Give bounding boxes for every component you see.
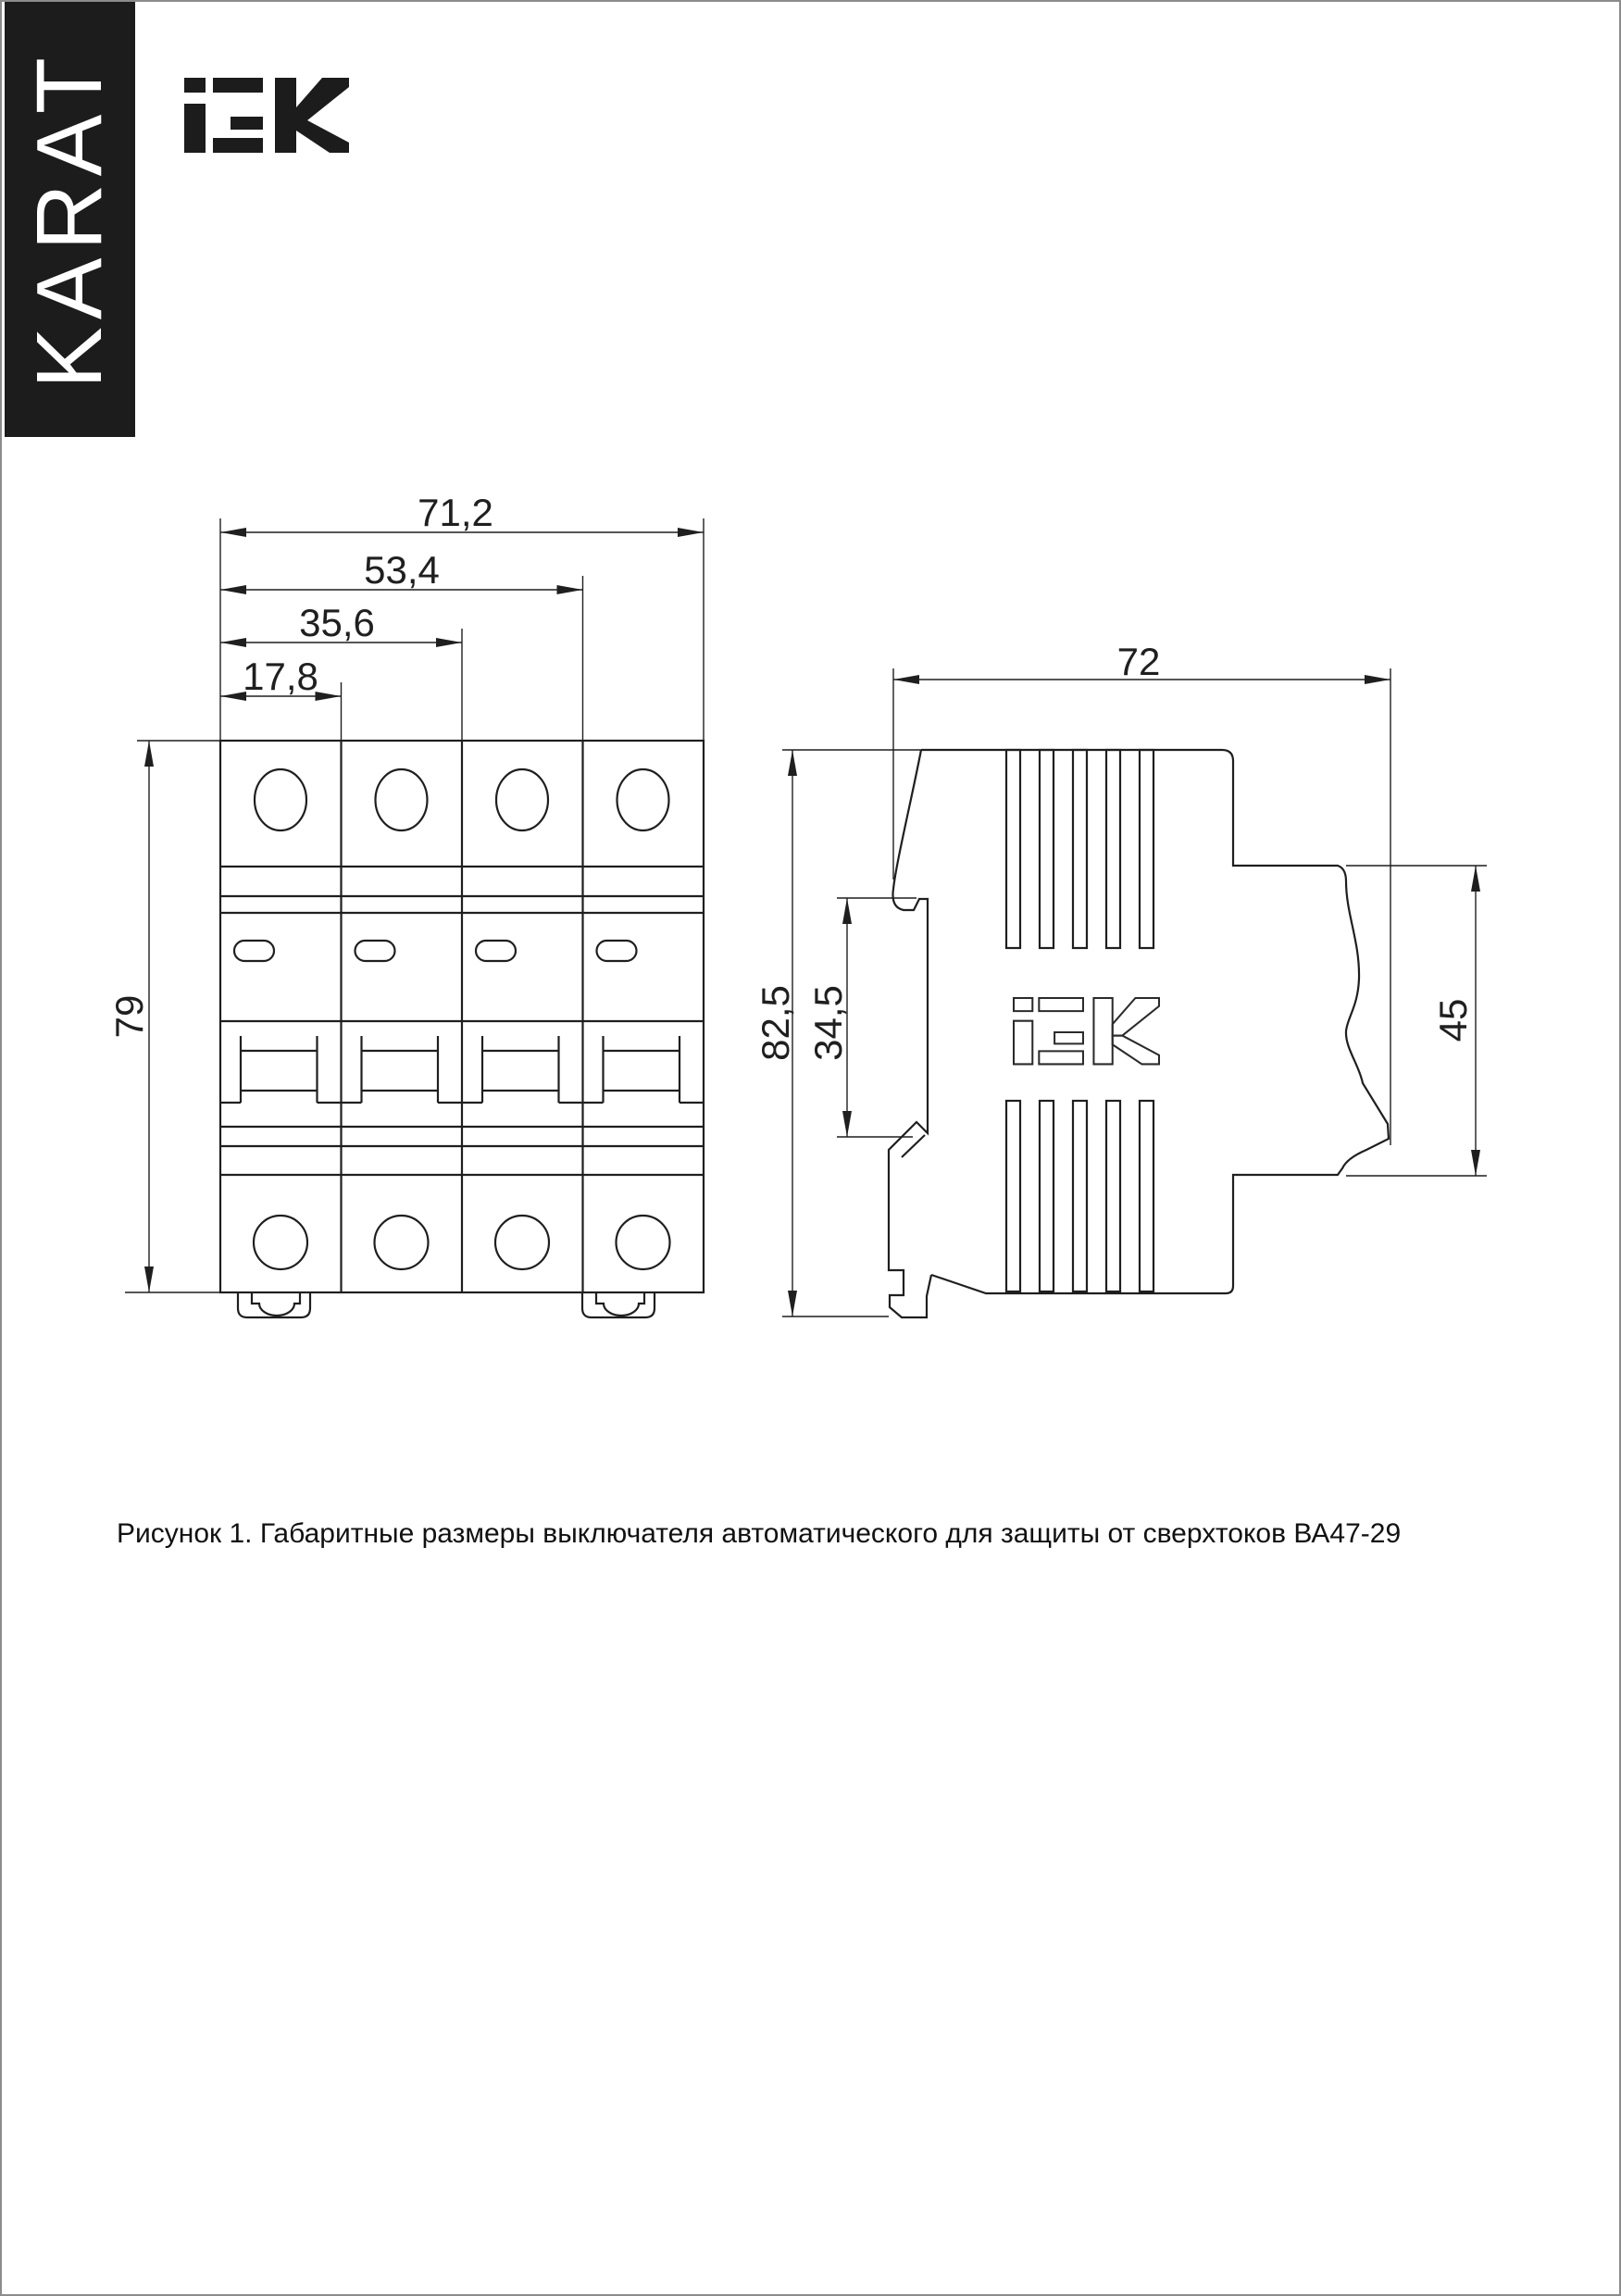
pole-2	[342, 769, 463, 1269]
side-view	[889, 750, 1389, 1317]
iek-logo-embossed	[1014, 998, 1159, 1064]
iek-logo	[184, 78, 349, 153]
pole-3	[462, 769, 583, 1269]
vent-slats-lower	[1006, 1101, 1153, 1292]
karat-series-label: KARAT	[18, 50, 121, 389]
din-foot-left	[238, 1292, 310, 1317]
pole-4	[583, 769, 705, 1269]
vent-slats-upper	[1006, 750, 1153, 948]
dim-side-depth: 72	[1116, 640, 1161, 683]
din-foot-right	[582, 1292, 655, 1317]
dim-front-2mod-width: 35,6	[299, 601, 375, 644]
dim-front-3mod-width: 53,4	[364, 548, 440, 592]
dim-front-1mod-width: 17,8	[243, 655, 318, 698]
figure-caption: Рисунок 1. Габаритные размеры выключателя автоматического для защиты от сверхтоков ВА47-29	[117, 1518, 1402, 1549]
dim-side-total-height: 82,5	[754, 985, 797, 1061]
dim-side-panel-height: 45	[1431, 998, 1475, 1042]
dimension-drawing	[2, 2, 1621, 2296]
front-view	[220, 741, 704, 1317]
dim-front-height: 79	[107, 994, 151, 1039]
front-view-dimensions	[107, 491, 704, 1292]
dim-side-channel-height: 34,5	[806, 985, 850, 1061]
dim-front-total-width: 71,2	[418, 491, 493, 534]
pole-1	[220, 769, 342, 1269]
